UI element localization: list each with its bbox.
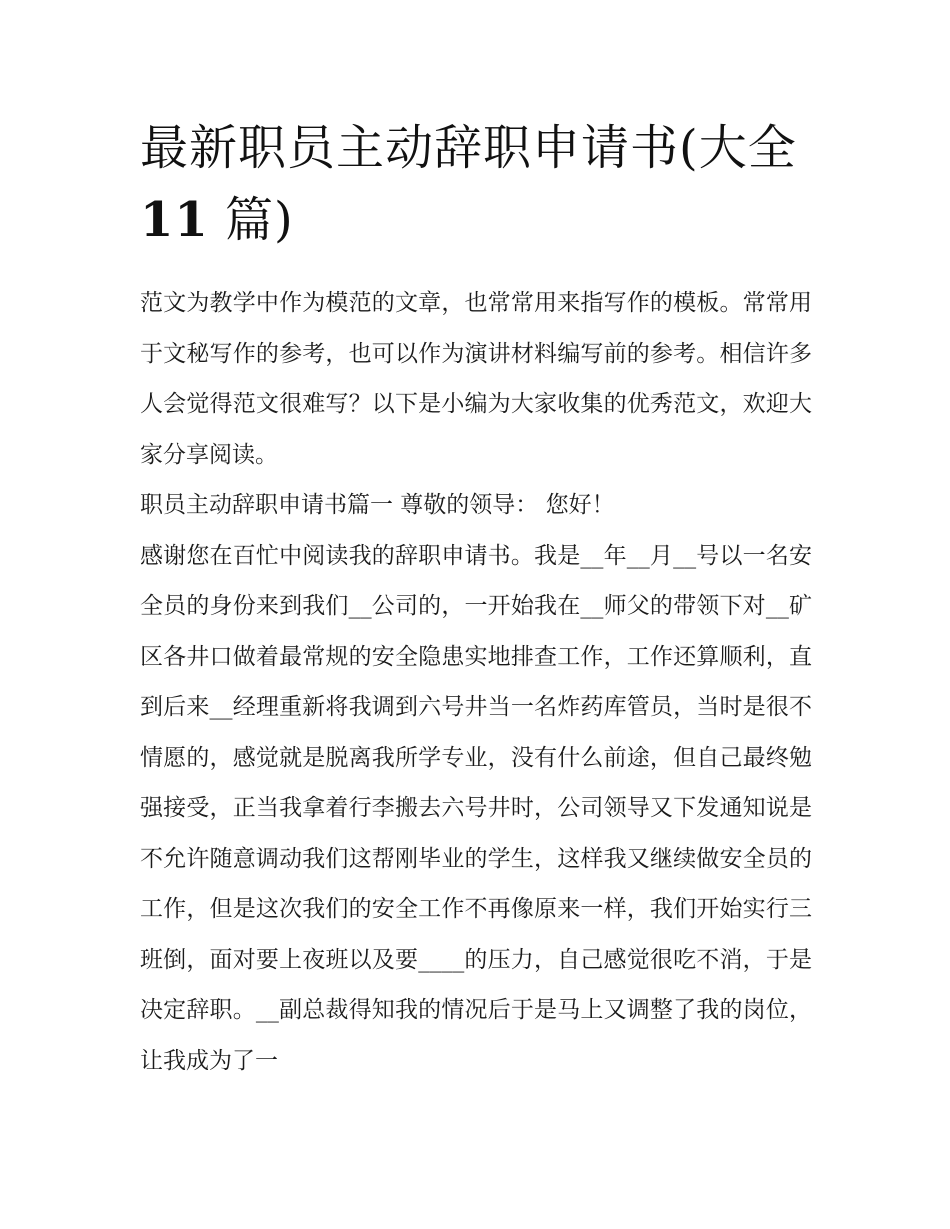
letter-body-paragraph: 感谢您在百忙中阅读我的辞职申请书。我是__年__月__号以一名安全员的身份来到我们__公司的，一开始我在__师父的带领下对__矿区各井口做着最常规的安全隐患实地排查工作，工作还算顺利，直到后来__经理重新将我调到六号井当一名炸药库管员，当时是很不情愿的，感觉就是脱离我所学专业，没有什么前途，但自己最终勉强接受，正当我拿着行李搬去六号井时，公司领导又下发通知说是不允许随意调动我们这帮刚毕业的学生，这样我又继续做安全员的工作，但是这次我们的安全工作不再像原来一样，我们开始实行三班倒，面对要上夜班以及要____的压力，自己感觉很吃不消，于是决定辞职。__副总裁得知我的情况后于是马上又调整了我的岗位，让我成为了一 xyxy=(140,542,812,1074)
title-suffix: 篇) xyxy=(208,192,294,248)
title-number: 11 xyxy=(140,192,209,248)
document-content xyxy=(140,112,812,1086)
section-heading-paragraph: 职员主动辞职申请书篇一 尊敬的领导： 您好！ xyxy=(140,492,615,518)
document-body xyxy=(140,278,812,1086)
intro-paragraph: 范文为教学中作为模范的文章，也常常用来指写作的模板。常常用于文秘写作的参考，也可以作为演讲材料编写前的参考。相信许多人会觉得范文很难写？以下是小编为大家收集的优秀范文，欢迎大家分享阅读。 xyxy=(140,290,812,468)
document-title xyxy=(140,112,812,256)
title-text: 最新职员主动辞职申请书(大全 xyxy=(140,120,797,176)
